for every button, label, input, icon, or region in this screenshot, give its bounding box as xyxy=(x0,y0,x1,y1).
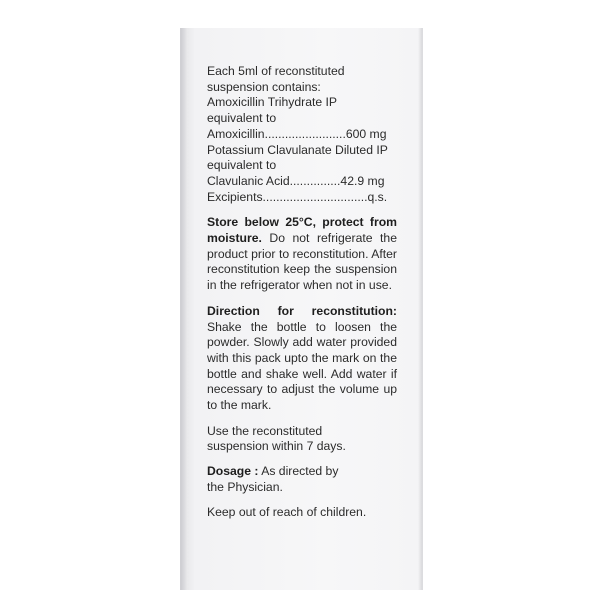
carton-left-shadow xyxy=(181,28,187,590)
composition-section xyxy=(207,64,397,205)
composition-line: Each 5ml of reconstituted xyxy=(207,64,345,78)
composition-line: Amoxicillin Trihydrate IP xyxy=(207,95,338,110)
composition-line: equivalent to xyxy=(207,158,277,173)
storage-heading: Store below 25°C, protect from moisture. xyxy=(207,215,397,246)
composition-line: Amoxicillin........................600 mg xyxy=(207,126,387,141)
composition-line: suspension contains: xyxy=(207,79,321,94)
storage-section xyxy=(207,215,397,294)
composition-line: equivalent to xyxy=(207,111,277,126)
composition-line: Clavulanic Acid...............42.9 mg xyxy=(207,173,385,188)
dosage-text: As directed by xyxy=(261,464,339,479)
dosage-text-continued: the Physician. xyxy=(207,479,283,494)
storage-text: Do not refrigerate the product prior to reconstitution. After reconstitution keep the suspension in the refrigerator when not in use. xyxy=(207,231,397,293)
usage-line: Use the reconstituted xyxy=(207,423,323,438)
composition-line: Excipients...............................q.s. xyxy=(207,189,388,204)
composition-line: Potassium Clavulanate Diluted IP xyxy=(207,142,388,157)
usage-section xyxy=(207,424,397,455)
reconstitution-text: Shake the bottle to loosen the powder. Slowly add water provided with this pack upto the mark on the bottle and shake well. Add water if necessary to adjust the volume up to the mark. xyxy=(207,319,397,413)
children-warning: Keep out of reach of children. xyxy=(207,504,367,519)
reconstitution-heading: Direction for reconstitution: xyxy=(207,303,397,318)
carton-label-text xyxy=(207,64,397,520)
dosage-section xyxy=(207,464,397,495)
reconstitution-section xyxy=(207,304,397,414)
carton-right-shadow xyxy=(418,28,422,590)
dosage-label: Dosage : xyxy=(207,464,259,479)
usage-line: suspension within 7 days. xyxy=(207,439,346,454)
